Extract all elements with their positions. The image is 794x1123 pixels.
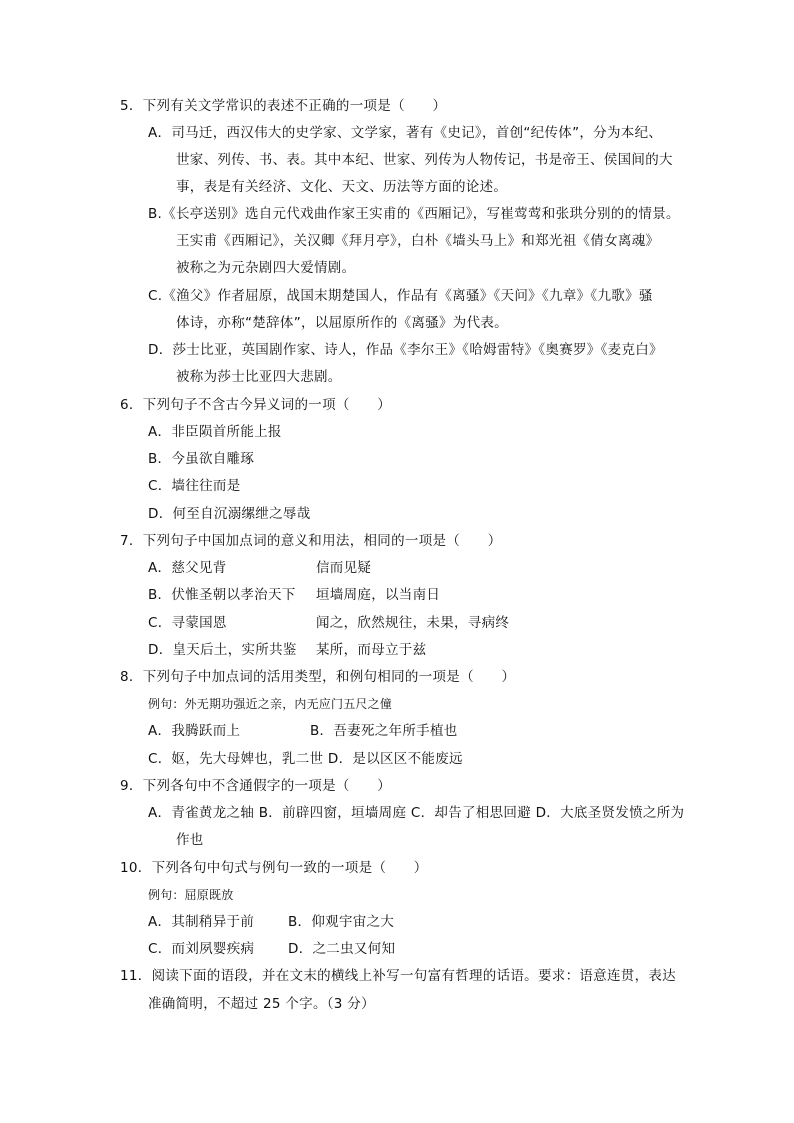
q7-option-a-right: 信而见疑: [316, 560, 372, 576]
q10-option-c: C．而刘夙婴疾病: [148, 941, 255, 957]
q7-stem: 7．下列句子中国加点词的意义和用法，相同的一项是（ ）: [120, 533, 502, 549]
q7-option-b-right: 垣墙周庭，以当南日: [316, 587, 441, 603]
q10-stem: 10．下列各句中句式与例句一致的一项是（ ）: [120, 860, 428, 876]
q10-options-ab: [148, 912, 568, 932]
q9-options-line2: 作也: [176, 832, 204, 848]
q7-option-d-right: 某所，而母立于兹: [316, 642, 427, 658]
q5-option-c-line1: C.《渔父》作者屈原，战国末期楚国人，作品有《离骚》《天问》《九章》《九歌》骚: [148, 288, 653, 304]
q6-option-c: C．墙往往而是: [148, 478, 241, 494]
q6-option-b: B．今虽欲自雕琢: [148, 451, 255, 467]
q5-option-a-line1: A．司马迁，西汉伟大的史学家、文学家，著有《史记》，首创“纪传体”，分为本纪、: [148, 125, 663, 141]
q8-options-cd: C．妪，先大母婢也，乳二世 D．是以区区不能废远: [148, 751, 463, 767]
q5-option-c-line2: 体诗，亦称“楚辞体”，以屈原所作的《离骚》为代表。: [176, 315, 508, 331]
q5-option-d-line1: D．莎士比亚，英国剧作家、诗人，作品《李尔王》《哈姆雷特》《奥赛罗》《麦克白》: [148, 342, 663, 358]
q5-option-b-line2: 王实甫《西厢记》，关汉卿《拜月亭》，白朴《墙头马上》和郑光祖《倩女离魂》: [176, 233, 660, 249]
q7-option-d: [148, 640, 568, 660]
q6-stem: 6．下列句子不含古今异义词的一项（ ）: [120, 397, 392, 413]
q7-option-d-left: D．皇天后土，实所共鉴: [148, 642, 297, 658]
q11-stem: 11．阅读下面的语段，并在文末的横线上补写一句富有哲理的话语。要求：语意连贯，表达: [120, 968, 676, 984]
q7-option-a: [148, 558, 568, 578]
q5-option-a-line3: 事，表是有关经济、文化、天文、历法等方面的论述。: [176, 179, 508, 195]
q10-option-d: D．之二虫又何知: [288, 941, 396, 957]
q5-option-a-line2: 世家、列传、书、表。其中本纪、世家、列传为人物传记，书是帝王、侯国间的大: [176, 152, 673, 168]
q8-option-b: B．吾妻死之年所手植也: [310, 723, 458, 739]
q7-option-c-right: 闻之，欣然规往，未果，寻病终: [316, 615, 510, 631]
q6-option-a: A．非臣陨首所能上报: [148, 424, 282, 440]
q10-example: 例句：屈原既放: [148, 888, 234, 902]
q10-option-b: B．仰观宇宙之大: [288, 914, 395, 930]
q10-options-cd: [148, 939, 568, 959]
q6-option-d: D．何至自沉溺缧绁之辱哉: [148, 506, 311, 522]
q10-option-a: A．其制稍异于前: [148, 914, 255, 930]
q5-stem: 5．下列有关文学常识的表述不正确的一项是（ ）: [120, 98, 447, 114]
q8-stem: 8．下列句子中加点词的活用类型，和例句相同的一项是（ ）: [120, 669, 516, 685]
q8-options-ab: [148, 721, 568, 741]
q7-option-b-left: B．伏惟圣朝以孝治天下: [148, 587, 296, 603]
q11-stem-line2: 准确简明，不超过 25 个字。（3 分）: [148, 996, 375, 1012]
q5-option-b-line1: B.《长亭送别》选自元代戏曲作家王实甫的《西厢记》，写崔莺莺和张珙分别的的情景。: [148, 206, 680, 222]
q5-option-d-line2: 被称为莎士比亚四大悲剧。: [176, 369, 342, 385]
q7-option-b: [148, 585, 568, 605]
q8-option-a: A．我腾跃而上: [148, 723, 241, 739]
q7-option-a-left: A．慈父见背: [148, 560, 227, 576]
q7-option-c-left: C．寻蒙国恩: [148, 615, 227, 631]
q9-options-line1: A．青雀黄龙之轴 B．前辟四窗，垣墙周庭 C．却告了相思回避 D．大底圣贤发愤之所为: [148, 805, 685, 821]
q8-example: 例句：外无期功强近之亲，内无应门五尺之僮: [148, 697, 393, 711]
q5-option-b-line3: 被称之为元杂剧四大爱情剧。: [176, 260, 356, 276]
q9-stem: 9．下列各句中不含通假字的一项是（ ）: [120, 778, 392, 794]
q7-option-c: [148, 613, 568, 633]
